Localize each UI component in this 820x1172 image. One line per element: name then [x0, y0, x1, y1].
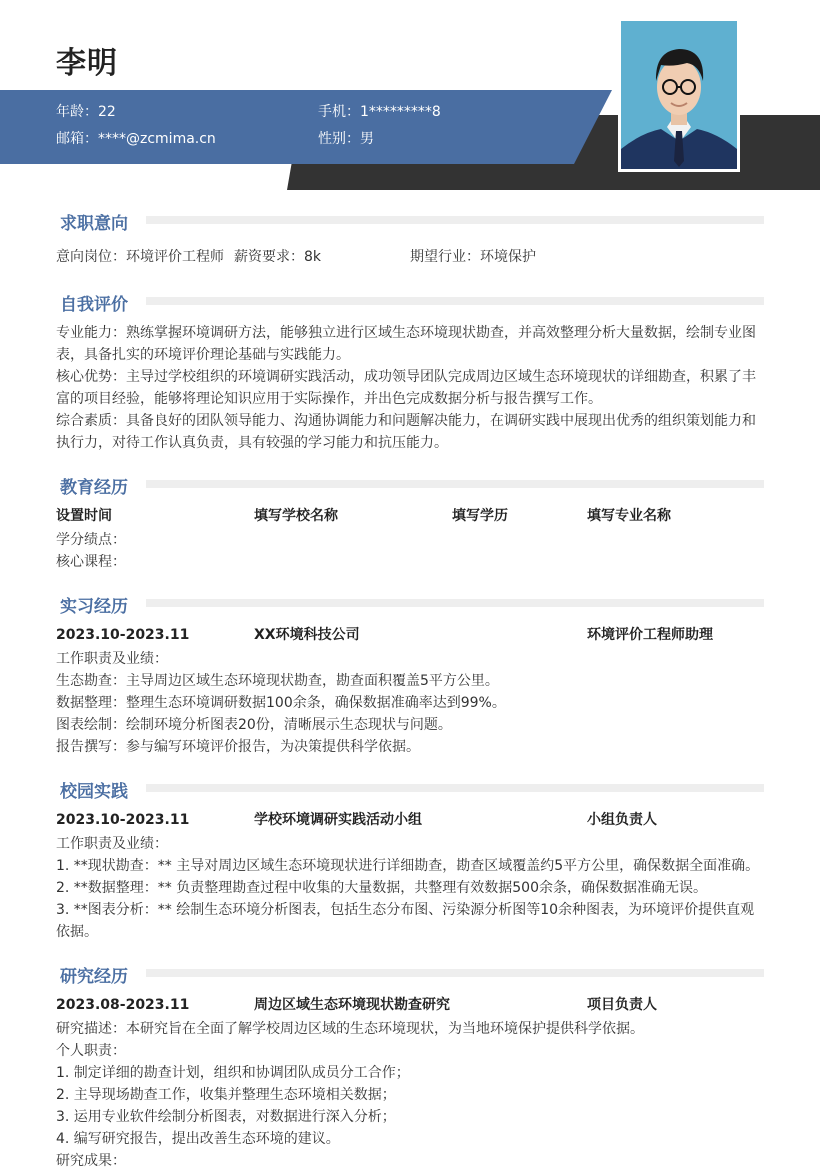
campus-practice-section: [56, 777, 764, 947]
research-line: 1. 制定详细的勘查计划，组织和协调团队成员分工合作；: [56, 1065, 410, 1081]
internship-time: 2023.10-2023.11: [56, 627, 190, 643]
research-line: 研究描述：本研究旨在全面了解学校周边区域的生态环境现状，为当地环境保护提供科学依据。: [56, 1021, 644, 1037]
internship-line: 数据整理：整理生态环境调研数据100余条，确保数据准确率达到99%。: [56, 695, 506, 711]
internship-line: 生态勘查：主导周边区域生态环境现状勘查，勘查面积覆盖5平方公里。: [56, 673, 499, 689]
intent-salary: 薪资要求：8k: [234, 249, 322, 265]
internship-section: [56, 592, 764, 762]
section-divider: [146, 969, 764, 977]
section-title-education: 教育经历: [60, 478, 128, 498]
section-title-self-eval: 自我评价: [60, 295, 128, 315]
avatar-photo: [618, 18, 740, 172]
email-field: 邮箱：****@zcmima.cn: [56, 131, 216, 147]
resume-header: [0, 0, 820, 190]
research-line: 个人职责：: [56, 1043, 126, 1059]
research-project: 周边区域生态环境现状勘查研究: [254, 997, 450, 1013]
education-section: [56, 473, 764, 578]
internship-role: 环境评价工程师助理: [587, 627, 713, 643]
campus-line: 工作职责及业绩：: [56, 836, 168, 852]
education-courses: 核心课程：: [56, 554, 126, 570]
candidate-name: 李明: [56, 46, 118, 81]
research-time: 2023.08-2023.11: [56, 997, 190, 1013]
research-section: [56, 962, 764, 1169]
job-intent-section: [56, 209, 764, 269]
section-divider: [146, 784, 764, 792]
self-evaluation-section: [56, 290, 764, 460]
section-divider: [146, 480, 764, 488]
campus-role: 小组负责人: [587, 812, 657, 828]
internship-company: XX环境科技公司: [254, 627, 360, 643]
research-line: 2. 主导现场勘查工作，收集并整理生态环境相关数据；: [56, 1087, 396, 1103]
self-eval-strength: 核心优势：主导过学校组织的环境调研实践活动，成功领导团队完成周边区域生态环境现状的详细勘查，积累了丰富的项目经验，能够将理论知识应用于实际操作，并出色完成数据分析与报告撰写工作。: [56, 369, 756, 407]
campus-line: 2. **数据整理：** 负责整理勘查过程中收集的大量数据，共整理有效数据500余条，确保数据准确无误。: [56, 880, 707, 896]
campus-line: 3. **图表分析：** 绘制生态环境分析图表，包括生态分布图、污染源分析图等10余种图表，为环境评价提供直观依据。: [56, 902, 755, 940]
gender-field: 性别：男: [318, 131, 374, 147]
intent-position: 意向岗位：环境评价工程师: [56, 249, 224, 265]
section-divider: [146, 297, 764, 305]
education-gpa: 学分绩点：: [56, 532, 126, 548]
self-eval-professional: 专业能力：熟练掌握环境调研方法，能够独立进行区域生态环境现状勘查，并高效整理分析大量数据，绘制专业图表，具备扎实的环境评价理论基础与实践能力。: [56, 325, 756, 363]
section-divider: [146, 216, 764, 224]
self-eval-quality: 综合素质：具备良好的团队领导能力、沟通协调能力和问题解决能力，在调研实践中展现出优秀的组织策划能力和执行力，对待工作认真负责，具有较强的学习能力和抗压能力。: [56, 413, 756, 451]
age-field: 年龄：22: [56, 104, 116, 120]
campus-time: 2023.10-2023.11: [56, 812, 190, 828]
section-title-campus: 校园实践: [60, 782, 128, 802]
education-school: 填写学校名称: [254, 508, 338, 524]
research-line: 3. 运用专业软件绘制分析图表，对数据进行深入分析；: [56, 1109, 396, 1125]
research-line: 4. 编写研究报告，提出改善生态环境的建议。: [56, 1131, 340, 1147]
education-major: 填写专业名称: [587, 508, 671, 524]
section-divider: [146, 599, 764, 607]
phone-field: 手机：1*********8: [318, 104, 441, 120]
research-role: 项目负责人: [587, 997, 657, 1013]
campus-org: 学校环境调研实践活动小组: [254, 812, 422, 828]
internship-line: 图表绘制：绘制环境分析图表20份，清晰展示生态现状与问题。: [56, 717, 452, 733]
education-time: 设置时间: [56, 508, 112, 524]
section-title-job-intent: 求职意向: [60, 214, 128, 234]
section-title-research: 研究经历: [60, 967, 128, 987]
avatar-portrait-icon: [621, 21, 737, 169]
education-degree: 填写学历: [452, 508, 508, 524]
internship-line: 报告撰写：参与编写环境评价报告，为决策提供科学依据。: [56, 739, 420, 755]
section-title-internship: 实习经历: [60, 597, 128, 617]
internship-line: 工作职责及业绩：: [56, 651, 168, 667]
research-line: 研究成果：: [56, 1153, 126, 1169]
intent-industry: 期望行业：环境保护: [410, 249, 536, 265]
campus-line: 1. **现状勘查：** 主导对周边区域生态环境现状进行详细勘查，勘查区域覆盖约5平方公里，确保数据全面准确。: [56, 858, 760, 874]
